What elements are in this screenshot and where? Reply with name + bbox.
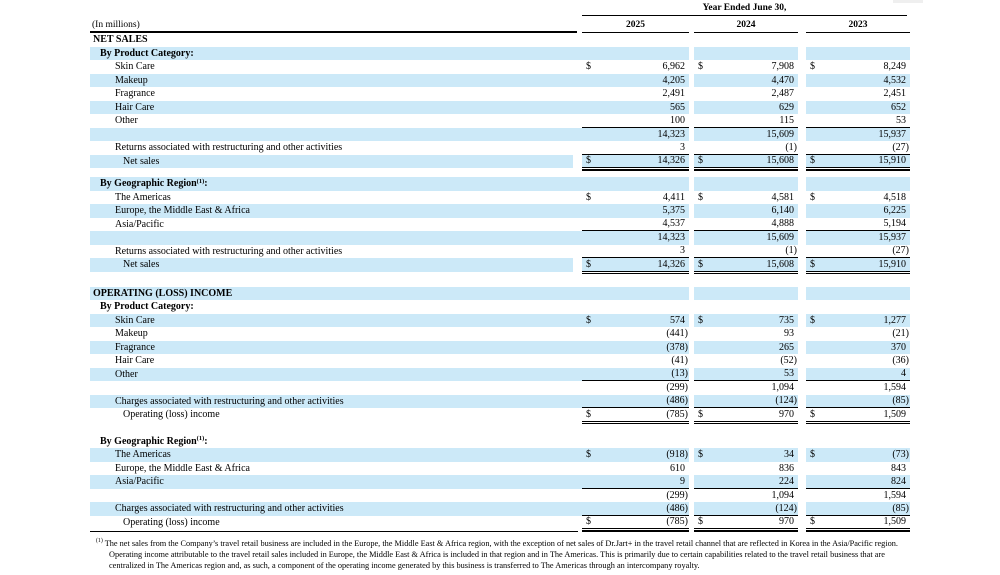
table-row	[90, 368, 910, 382]
column-gap	[798, 231, 806, 245]
value-cell: 3	[582, 245, 689, 259]
currency-symbol: $	[586, 258, 591, 270]
currency-symbol: $	[586, 449, 591, 461]
row-label: Net sales	[123, 259, 160, 271]
row-label: By Geographic Region $^{(1)}$ :	[100, 177, 208, 190]
currency-symbol: $	[698, 408, 703, 420]
value-cell: $ 15,910	[806, 258, 910, 272]
value-cell	[694, 300, 798, 314]
table-row	[90, 155, 910, 169]
table-row	[90, 341, 910, 355]
column-gap	[798, 300, 806, 314]
column-gap	[798, 462, 806, 476]
value-cell: 610	[670, 462, 685, 474]
value-cell	[694, 33, 798, 47]
column-gap	[798, 204, 806, 218]
value-cell: 565	[670, 101, 685, 113]
column-gap	[573, 354, 582, 368]
table-header-period-row	[90, 0, 910, 16]
currency-symbol: $	[586, 408, 591, 420]
column-gap	[798, 448, 806, 462]
value-cell: $ (918)	[586, 449, 688, 461]
footnote-marker: (1)	[96, 538, 103, 545]
column-gap	[573, 448, 582, 462]
units-label: (In millions)	[90, 20, 577, 33]
value-cell: 370	[891, 341, 906, 353]
value-cell: (299)	[666, 489, 688, 501]
footnote-text: The net sales from the Company’s travel retail business are included in the Europe, the Middle East & Africa region, with the exception of net sales of Dr.Jart+ in the travel retail channel that are reflected in Korea in the Asia/Pacific region. Operating income attributable to the travel retail sales included in Europe, the Middle East & Africa is included in that region and in The Americas. This is primarily due to certain capabilities related to the travel retail business that are centralized in The Americas region and, as such, a component of the operating income generated by this business is transferred to The Americas through an intercompany royalty.	[102, 539, 898, 570]
value-cell: 843	[891, 462, 906, 474]
column-gap	[798, 368, 806, 382]
value-cell: 53	[694, 368, 798, 382]
table-row	[90, 448, 910, 462]
row-label: Operating (loss) income	[123, 516, 220, 528]
column-gap	[573, 395, 582, 409]
column-gap	[573, 245, 582, 259]
row-label: Asia/Pacific	[115, 218, 164, 230]
table-row	[90, 287, 910, 301]
value-cell: 9	[582, 475, 689, 489]
column-gap	[573, 489, 582, 503]
value-cell: (486)	[582, 395, 689, 409]
column-gap	[573, 287, 582, 301]
value-cell: 100	[582, 114, 689, 128]
value-cell	[806, 300, 910, 314]
row-label: Returns associated with restructuring and other activities	[115, 142, 343, 154]
value-cell: 6,140	[771, 205, 794, 217]
table-row	[90, 245, 910, 259]
column-gap	[798, 128, 806, 142]
column-gap	[798, 287, 806, 301]
row-label: By Product Category:	[100, 47, 194, 59]
value-cell: (52)	[780, 355, 797, 367]
row-label: Operating (loss) income	[123, 409, 220, 421]
row-label: OPERATING (LOSS) INCOME	[93, 287, 233, 299]
row-label: Charges associated with restructuring and other activities	[115, 395, 344, 407]
table-body	[90, 33, 910, 529]
value-cell: $ (73)	[810, 449, 909, 461]
column-gap	[798, 516, 806, 530]
column-gap	[573, 155, 582, 169]
value-cell: 265	[779, 341, 794, 353]
column-gap	[798, 395, 806, 409]
value-cell: $ 7,908	[698, 61, 794, 73]
value-cell	[806, 47, 910, 61]
value-cell: 15,937	[878, 128, 906, 140]
column-gap	[573, 141, 582, 155]
table-row	[90, 47, 910, 61]
value-cell	[806, 177, 910, 191]
currency-symbol: $	[810, 258, 815, 270]
column-gap	[798, 475, 806, 489]
value-cell: (486)	[582, 502, 689, 516]
value-cell: (378)	[666, 341, 688, 353]
row-label: Asia/Pacific	[115, 476, 164, 488]
value-cell: $ 970	[694, 408, 798, 422]
value-cell: (299)	[666, 382, 688, 394]
row-label: Other	[115, 368, 138, 380]
row-label: By Geographic Region $^{(1)}$ :	[100, 435, 208, 447]
currency-symbol: $	[586, 516, 591, 528]
column-gap	[798, 177, 806, 191]
value-cell	[694, 287, 798, 301]
year-column-header-2025: 2025	[582, 20, 689, 33]
row-label: By Product Category:	[100, 301, 194, 313]
value-cell: (1)	[694, 245, 798, 259]
value-cell	[582, 435, 689, 449]
row-label	[90, 489, 573, 503]
value-cell: (441)	[666, 328, 688, 340]
column-gap	[573, 462, 582, 476]
column-gap	[573, 177, 582, 191]
column-gap	[798, 87, 806, 101]
column-gap	[798, 408, 806, 422]
row-label	[90, 128, 573, 142]
value-cell: 1,094	[771, 489, 794, 501]
column-gap	[798, 74, 806, 88]
table-row	[90, 327, 910, 341]
row-label: Europe, the Middle East & Africa	[115, 462, 250, 474]
value-cell: 4,470	[771, 74, 794, 86]
column-gap	[573, 502, 582, 516]
column-gap	[573, 33, 582, 47]
currency-symbol: $	[698, 516, 703, 528]
column-gap	[573, 74, 582, 88]
column-gap	[798, 155, 806, 169]
value-cell: (13)	[582, 368, 689, 382]
value-cell	[694, 177, 798, 191]
column-gap	[573, 314, 582, 328]
value-cell: $ 1,509	[806, 408, 910, 422]
row-label: Skin Care	[115, 61, 155, 73]
value-cell: 2,491	[662, 88, 685, 100]
value-cell: 224	[694, 475, 798, 489]
column-gap	[798, 502, 806, 516]
value-cell: 3	[582, 141, 689, 155]
column-gap	[798, 141, 806, 155]
row-label: Net sales	[123, 155, 160, 167]
currency-symbol: $	[586, 155, 591, 167]
table-header-years-row	[90, 16, 910, 33]
value-cell: $ 574	[586, 314, 685, 326]
column-gap	[573, 258, 582, 272]
currency-symbol: $	[810, 408, 815, 420]
column-gap	[798, 354, 806, 368]
table-row	[90, 516, 910, 530]
value-cell: $ 14,326	[582, 155, 689, 169]
column-gap	[573, 101, 582, 115]
value-cell: $ 4,411	[586, 191, 685, 203]
currency-symbol: $	[698, 61, 703, 73]
table-row	[90, 33, 910, 47]
table-row	[90, 489, 910, 503]
year-column-header-2024: 2024	[694, 20, 798, 33]
value-cell: $ 34	[698, 449, 794, 461]
column-gap	[573, 114, 582, 128]
value-cell: (27)	[806, 141, 910, 155]
column-gap	[573, 191, 582, 205]
value-cell: 93	[784, 328, 794, 340]
row-label: Fragrance	[115, 341, 155, 353]
value-cell: $ 970	[694, 516, 798, 530]
currency-symbol: $	[698, 258, 703, 270]
value-cell: $ 1,277	[810, 314, 906, 326]
currency-symbol: $	[698, 449, 703, 461]
value-cell	[582, 177, 689, 191]
column-gap	[798, 101, 806, 115]
value-cell: $ 15,608	[694, 155, 798, 169]
currency-symbol: $	[586, 314, 591, 326]
table-row	[90, 231, 910, 245]
currency-symbol: $	[698, 191, 703, 203]
value-cell: $ 15,608	[694, 258, 798, 272]
row-label	[90, 231, 573, 245]
table-row	[90, 74, 910, 88]
value-cell: 824	[806, 475, 910, 489]
value-cell: 115	[694, 114, 798, 128]
value-cell: (41)	[671, 355, 688, 367]
value-cell: $ 4,518	[810, 191, 906, 203]
column-gap	[573, 327, 582, 341]
column-gap	[573, 516, 582, 530]
column-gap	[573, 218, 582, 232]
value-cell: 629	[779, 101, 794, 113]
value-cell: 14,323	[657, 232, 685, 244]
value-cell	[806, 33, 910, 47]
value-cell: 15,937	[878, 232, 906, 244]
row-label: The Americas	[115, 449, 171, 461]
row-label: Hair Care	[115, 355, 155, 367]
value-cell	[806, 287, 910, 301]
year-column-header-2023: 2023	[806, 20, 910, 33]
column-gap	[573, 300, 582, 314]
value-cell: $ 14,326	[582, 258, 689, 272]
value-cell: (85)	[806, 502, 910, 516]
column-gap	[573, 381, 582, 395]
row-label: Charges associated with restructuring and other activities	[115, 503, 344, 515]
currency-symbol: $	[810, 516, 815, 528]
value-cell: $ (785)	[582, 516, 689, 530]
value-cell: $ 6,962	[586, 61, 685, 73]
value-cell: 14,323	[657, 128, 685, 140]
table-row	[90, 128, 910, 142]
financial-statement-table	[90, 0, 910, 572]
table-bottom-rule	[90, 531, 578, 532]
column-gap	[798, 381, 806, 395]
currency-symbol: $	[810, 155, 815, 167]
column-gap	[798, 114, 806, 128]
column-gap	[798, 314, 806, 328]
table-row	[90, 475, 910, 489]
column-gap	[798, 218, 806, 232]
value-cell: 4	[806, 368, 910, 382]
value-cell	[582, 47, 689, 61]
value-cell: $ 1,509	[806, 516, 910, 530]
column-gap	[798, 435, 806, 449]
value-cell: 2,451	[883, 88, 906, 100]
value-cell: (36)	[892, 355, 909, 367]
table-row	[90, 177, 910, 191]
table-row	[90, 408, 910, 422]
table-row	[90, 258, 910, 272]
row-label: NET SALES	[93, 34, 148, 46]
table-row	[90, 191, 910, 205]
value-cell	[694, 47, 798, 61]
value-cell: (124)	[694, 395, 798, 409]
column-gap	[798, 47, 806, 61]
column-gap	[798, 327, 806, 341]
column-gap	[798, 489, 806, 503]
value-cell: (85)	[806, 395, 910, 409]
row-label: Returns associated with restructuring and other activities	[115, 245, 343, 257]
column-gap	[573, 435, 582, 449]
value-cell: 4,205	[662, 74, 685, 86]
value-cell: 15,609	[766, 128, 794, 140]
value-cell	[582, 33, 689, 47]
row-label: Makeup	[115, 328, 148, 340]
table-row	[90, 87, 910, 101]
value-cell: 4,888	[694, 218, 798, 232]
table-row	[90, 381, 910, 395]
column-gap	[798, 191, 806, 205]
value-cell: $ 4,581	[698, 191, 794, 203]
column-gap	[573, 231, 582, 245]
value-cell	[582, 287, 689, 301]
table-row	[90, 114, 910, 128]
table-row	[90, 354, 910, 368]
currency-symbol: $	[810, 314, 815, 326]
table-row	[90, 462, 910, 476]
currency-symbol: $	[698, 314, 703, 326]
value-cell: $ 735	[698, 314, 794, 326]
column-gap	[573, 128, 582, 142]
table-row	[90, 502, 910, 516]
value-cell: 1,594	[883, 382, 906, 394]
row-label	[90, 381, 573, 395]
row-label: Makeup	[115, 74, 148, 86]
row-label: The Americas	[115, 191, 171, 203]
table-row	[90, 435, 910, 449]
value-cell: 6,225	[883, 205, 906, 217]
row-label: Hair Care	[115, 101, 155, 113]
value-cell: 5,375	[662, 205, 685, 217]
value-cell: $ 15,910	[806, 155, 910, 169]
column-gap	[798, 33, 806, 47]
value-cell	[694, 435, 798, 449]
value-cell: 4,532	[883, 74, 906, 86]
column-gap	[573, 368, 582, 382]
column-gap	[573, 60, 582, 74]
currency-symbol: $	[586, 61, 591, 73]
column-gap	[798, 245, 806, 259]
table-row	[90, 204, 910, 218]
value-cell: 1,594	[883, 489, 906, 501]
row-label: Europe, the Middle East & Africa	[115, 205, 250, 217]
column-gap	[798, 341, 806, 355]
value-cell: 15,609	[766, 232, 794, 244]
value-cell: 836	[779, 462, 794, 474]
value-cell: $ 8,249	[810, 61, 906, 73]
column-gap	[573, 475, 582, 489]
value-cell: 2,487	[771, 88, 794, 100]
column-gap	[573, 408, 582, 422]
period-header: Year Ended June 30,	[582, 3, 907, 16]
table-row	[90, 314, 910, 328]
footnote	[90, 539, 908, 571]
currency-symbol: $	[586, 191, 591, 203]
column-gap	[573, 87, 582, 101]
value-cell: 5,194	[806, 218, 910, 232]
value-cell	[806, 435, 910, 449]
column-gap	[798, 258, 806, 272]
value-cell: (27)	[806, 245, 910, 259]
table-row	[90, 60, 910, 74]
column-gap	[573, 204, 582, 218]
column-gap	[573, 47, 582, 61]
value-cell: 1,094	[771, 382, 794, 394]
currency-symbol: $	[810, 61, 815, 73]
value-cell: (1)	[694, 141, 798, 155]
currency-symbol: $	[698, 155, 703, 167]
column-gap	[798, 60, 806, 74]
value-cell: 53	[806, 114, 910, 128]
currency-symbol: $	[810, 191, 815, 203]
table-row	[90, 218, 910, 232]
row-label: Other	[115, 115, 138, 127]
row-label: Skin Care	[115, 314, 155, 326]
value-cell: 652	[891, 101, 906, 113]
table-row	[90, 101, 910, 115]
value-cell: (124)	[694, 502, 798, 516]
column-gap	[573, 341, 582, 355]
table-row	[90, 300, 910, 314]
value-cell: 4,537	[582, 218, 689, 232]
table-row	[90, 141, 910, 155]
value-cell	[582, 300, 689, 314]
row-label: Fragrance	[115, 88, 155, 100]
value-cell: (21)	[892, 328, 909, 340]
value-cell: $ (785)	[582, 408, 689, 422]
currency-symbol: $	[810, 449, 815, 461]
table-row	[90, 395, 910, 409]
